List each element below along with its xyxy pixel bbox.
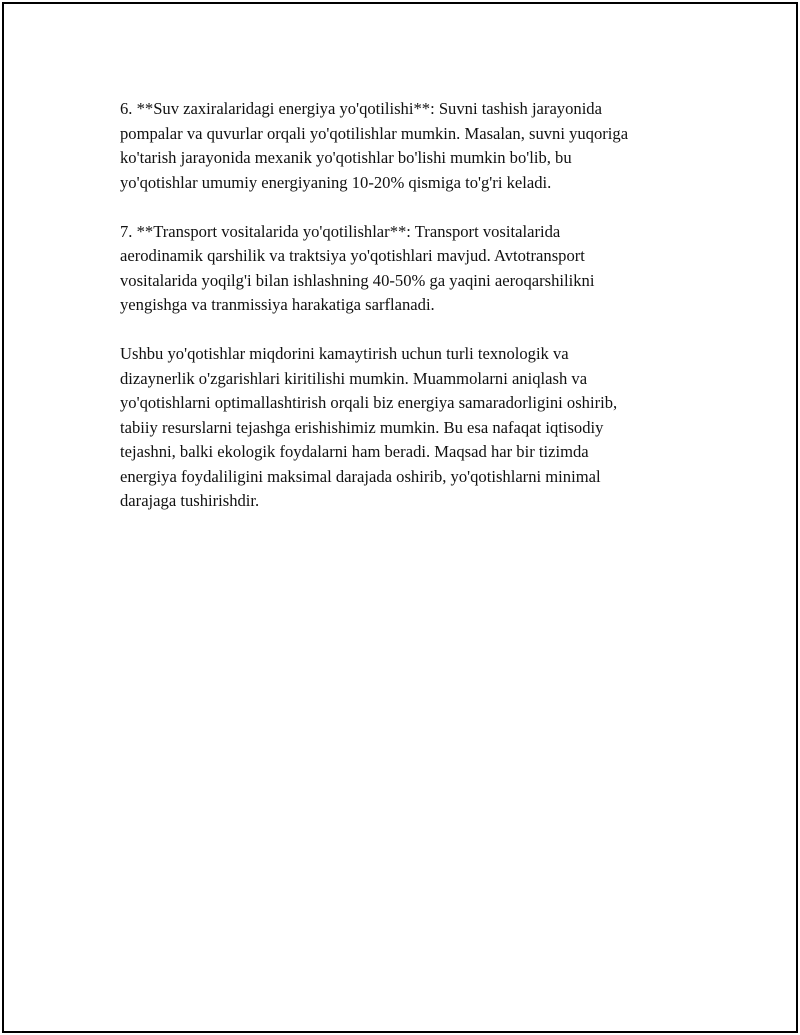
paragraph-water-losses: 6. **Suv zaxiralaridagi energiya yo'qotilishi**: Suvni tashish jarayonida pompalar va quvurlar orqali yo'qotilishlar mumkin. Masalan, suvni yuqoriga ko'tarish jarayonida mexanik yo'qotishlar bo'lishi mumkin bo'lib, bu yo'qotishlar umumiy energiyaning 10-20% qismiga to'g'ri keladi.	[120, 99, 629, 192]
document-body	[120, 97, 680, 538]
paragraph-conclusion: Ushbu yo'qotishlar miqdorini kamaytirish uchun turli texnologik va dizaynerlik o'zgarishlari kiritilishi mumkin. Muammolarni aniqlash va yo'qotishlarni optimallashtirish orqali biz energiya samaradorligini oshirib, tabiiy resurslarni tejashga erishishimiz mumkin. Bu esa nafaqat iqtisodiy tejashni, balki ekologik foydalarni ham beradi. Maqsad har bir tizimda energiya foydaliligini maksimal darajada oshirib, yo'qotishlarni minimal darajaga tushirishdir.	[120, 344, 618, 510]
paragraph-transport-losses: 7. **Transport vositalarida yo'qotilishlar**: Transport vositalarida aerodinamik qarshilik va traktsiya yo'qotishlari mavjud. Avtotransport vositalarida yoqilg'i bilan ishlashning 40-50% ga yaqini aeroqarshilikni yengishga va tranmissiya harakatiga sarflanadi.	[120, 221, 595, 314]
document-page	[2, 2, 798, 1033]
